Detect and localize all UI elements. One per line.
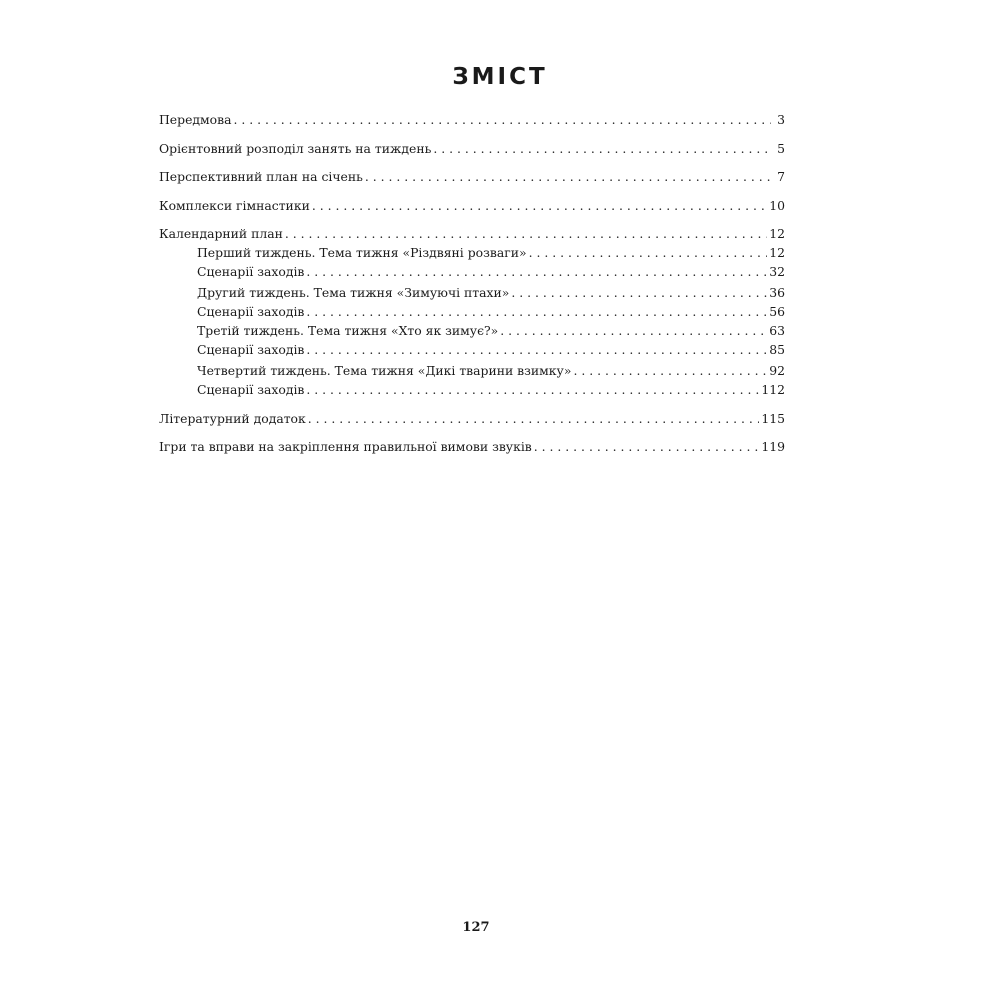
toc-entry-label: Календарний план: [159, 226, 283, 241]
toc-leader-dots: [308, 409, 760, 428]
toc-entry-label: Перспективний план на січень: [159, 169, 363, 184]
table-of-contents: [159, 110, 785, 456]
toc-entry-page: 119: [761, 439, 785, 454]
toc-entry-label: Сценарії заходів: [197, 342, 305, 357]
toc-entry-label: Другий тиждень. Тема тижня «Зимуючі птахи»: [197, 285, 510, 300]
toc-subentry-week-1[interactable]: [159, 243, 785, 262]
toc-leader-dots: [306, 340, 767, 359]
toc-subentry-week-4[interactable]: [159, 361, 785, 380]
toc-leader-dots: [500, 321, 767, 340]
toc-entry-page: 56: [769, 304, 785, 319]
toc-entry-page: 12: [769, 245, 785, 260]
toc-entry-page: 32: [769, 264, 785, 279]
toc-entry-preface[interactable]: [159, 110, 785, 129]
toc-entry-page: 92: [769, 363, 785, 378]
toc-entry-label: Передмова: [159, 112, 232, 127]
toc-leader-dots: [433, 139, 771, 158]
toc-entry-gymnastics[interactable]: [159, 196, 785, 215]
toc-entry-label: Четвертий тиждень. Тема тижня «Дикі тварини взимку»: [197, 363, 572, 378]
toc-entry-page: 36: [769, 285, 785, 300]
toc-leader-dots: [285, 224, 767, 243]
toc-entry-label: Сценарії заходів: [197, 264, 305, 279]
toc-subentry-week-3[interactable]: [159, 321, 785, 340]
toc-entry-label: Орієнтовний розподіл занять на тиждень: [159, 140, 432, 156]
toc-entry-page: 112: [761, 382, 785, 397]
toc-entry-label: Сценарії заходів: [197, 382, 305, 397]
toc-entry-games-exercises[interactable]: [159, 437, 785, 456]
toc-leader-dots: [529, 243, 768, 262]
toc-leader-dots: [234, 110, 772, 129]
toc-entry-page: 12: [769, 226, 785, 241]
toc-entry-label: Літературний додаток: [159, 410, 306, 426]
toc-leader-dots: [534, 437, 760, 456]
toc-entry-page: 5: [777, 140, 785, 156]
toc-entry-label: Сценарії заходів: [197, 304, 305, 319]
toc-entry-calendar-plan[interactable]: [159, 224, 785, 243]
toc-entry-page: 85: [769, 342, 785, 357]
toc-subentry-scenarios-2[interactable]: [159, 302, 785, 321]
toc-leader-dots: [306, 262, 767, 281]
toc-subentry-scenarios-1[interactable]: [159, 262, 785, 281]
toc-entry-label: Третій тиждень. Тема тижня «Хто як зимує?»: [197, 323, 499, 338]
toc-entry-page: 10: [769, 197, 785, 213]
toc-entry-weekly-schedule[interactable]: [159, 139, 785, 158]
toc-leader-dots: [306, 302, 767, 321]
toc-entry-page: 7: [777, 169, 785, 184]
toc-entry-page: 3: [777, 112, 785, 127]
toc-entry-label: Комплекси гімнастики: [159, 197, 310, 213]
page-title: ЗМІСТ: [452, 64, 548, 90]
toc-leader-dots: [365, 167, 771, 186]
toc-entry-literary-appendix[interactable]: [159, 409, 785, 428]
toc-subentry-scenarios-4[interactable]: [159, 380, 785, 399]
toc-subentry-scenarios-3[interactable]: [159, 340, 785, 359]
toc-leader-dots: [306, 380, 759, 399]
toc-entry-page: 63: [769, 323, 785, 338]
toc-entry-perspective-plan[interactable]: [159, 167, 785, 186]
toc-leader-dots: [312, 196, 767, 215]
toc-entry-label: Перший тиждень. Тема тижня «Різдвяні розваги»: [197, 245, 527, 260]
toc-entry-page: 115: [761, 410, 785, 426]
page-number: 127: [462, 920, 490, 935]
toc-subentry-week-2[interactable]: [159, 283, 785, 302]
toc-entry-label: Ігри та вправи на закріплення правильної вимови звуків: [159, 439, 532, 454]
toc-leader-dots: [511, 283, 767, 302]
toc-leader-dots: [573, 361, 767, 380]
